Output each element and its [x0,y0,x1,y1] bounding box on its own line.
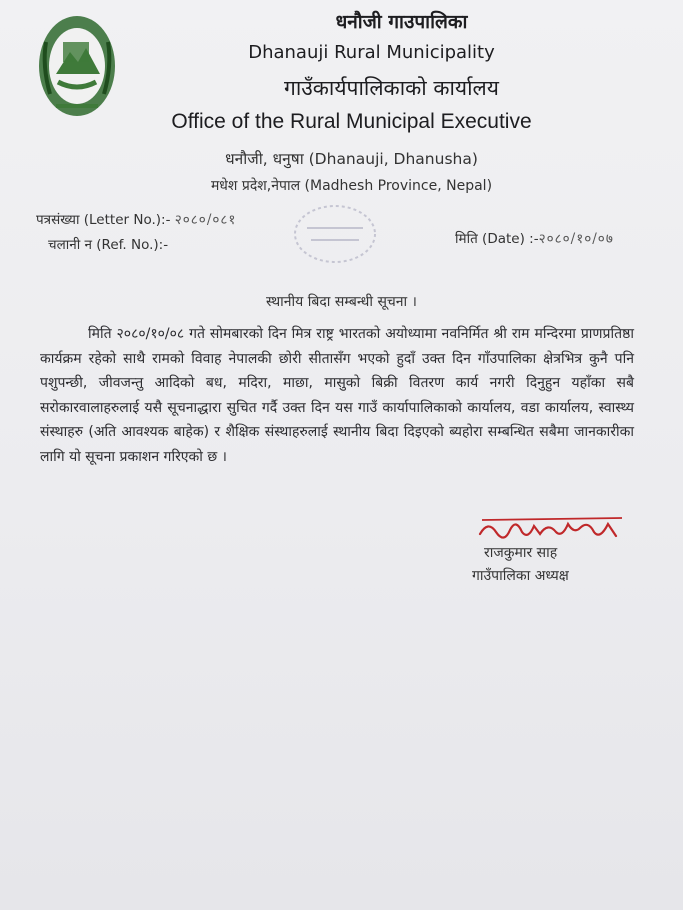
notice-body: मिति २०८०/१०/०८ गते सोमबारको दिन मित्र राष्ट्र भारतको अयोध्यामा नवनिर्मित श्री राम मन्दिरमा प्राणप्रतिष्ठा कार्यक्रम रहेको साथै रामको विवाह नेपालकी छोरी सीतासँग भएको हुदाँ उक्त दिन गाँउपालिका क्षेत्रभित्र कुनै पनि पशुपन्छी, जीवजन्तु आदिको बध, मदिरा, माछा, मासुको बिक्री वितरण कार्य नगरी दिनुहुन यहाँका सबै सरोकारवालाहरुलाई यसै सूचनाद्धारा सुचित गर्दै उक्त दिन यस गाउँ कार्यापालिकाको कार्यालय, वडा कार्यालय, स्वास्थ्य संस्थाहरु (अति आवश्यक बाहेक) र शैक्षिक संस्थाहरुलाई स्थानीय बिदा दिइएको ब्यहोरा सम्बन्धित सबैमा जानकारीका लागि यो सूचना प्रकाशन गरिएको छ । [40,326,634,465]
reference-number [48,235,168,253]
letter-number [36,210,236,228]
signatory-title: गाउँपालिका अध्यक्ष [472,568,569,584]
letter-number-value: २०८०/०८१ [174,212,237,228]
letter-date [455,229,614,247]
faint-stamp-icon [285,198,385,270]
municipality-name-np: धनौजी गाउपालिका [335,11,468,33]
reference-number-label: चलानी न (Ref. No.):- [48,237,169,253]
date-value: २०८०/१०/०७ [538,231,614,247]
handwritten-signature [476,512,626,546]
letter-number-label: पत्रसंख्या (Letter No.):- [36,212,171,228]
notice-subject: स्थानीय बिदा सम्बन्धी सूचना । [266,294,417,310]
office-name-np: गाउँकार्यपालिकाको कार्यालय [284,76,499,100]
municipality-name-en: Dhanauji Rural Municipality [248,42,495,63]
signatory-name: राजकुमार साह [484,545,558,561]
office-name-en: Office of the Rural Municipal Executive [171,110,532,133]
address-line: धनौजी, धनुषा (Dhanauji, Dhanusha) [225,150,478,168]
date-label: मिति (Date) :- [455,231,539,247]
province-line: मधेश प्रदेश,नेपाल (Madhesh Province, Nepal) [210,178,493,194]
